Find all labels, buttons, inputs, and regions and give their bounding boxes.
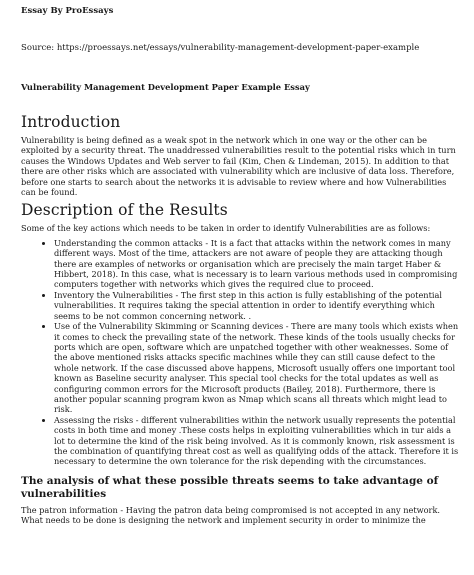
results-heading: Description of the Results xyxy=(21,201,228,220)
essay-body xyxy=(21,113,459,530)
source-line: Source: https://proessays.net/essays/vulnerability-management-development-paper-example xyxy=(21,43,420,53)
introduction-heading: Introduction xyxy=(21,113,121,131)
introduction-paragraph: Vulnerability is being defined as a weak spot in the network which in one way or the other can be exploited by a security threat. The unaddressed vulnerabilities result to the potential risks which in turn causes the Windows Updates and Web server to fail (Kim, Chen & Lindeman, 2015). In addition to that there are other risks which are associated with vulnerability which are inclusive of data loss. Therefore, before one starts to search about the networks it is advisable to review where and how Vulnerabilities can be found. xyxy=(21,135,456,198)
list-item: • Inventory the Vulnerabilities - The first step in this action is fully establishing of the potential vulnerabilities. It requires taking the special attention in order to identify everything which seems to be not common concerning network. . xyxy=(54,290,459,321)
document-title: Vulnerability Management Development Paper Example Essay xyxy=(21,82,310,92)
list-item: • Assessing the risks - different vulnerabilities within the network usually represents the potential costs in both time and money .These costs helps in exploiting vulnerabilities which in tur aids a lot to determine the kind of the risk being involved. As it is commonly known, risk assessment is the combination of quantifying threat cost as well as qualifying odds of the attack. Therefore it is necessary to determine the own tolerance for the risk depending with the circumstances. xyxy=(54,415,459,467)
results-lead: Some of the key actions which needs to be taken in order to identify Vulnerabilities are as follows: xyxy=(21,223,431,234)
results-list xyxy=(21,238,459,467)
analysis-paragraph: The patron information - Having the patron data being compromised is not accepted in any network. What needs to be done is designing the network and implement security in order to minimize the xyxy=(21,504,441,526)
list-item: • Understanding the common attacks - It is a fact that attacks within the network comes in many different ways. Most of the time, attackers are not aware of people they are attacking though there are examples of networks or organisation which are precisely the main target Haber & Hibbert, 2018). In this case, what is necessary is to learn various methods used in compromising computers together with networks which gives the required clue to proceed. xyxy=(54,238,459,290)
analysis-heading: The analysis of what these possible threats seems to take advantage of vulnerabilities xyxy=(21,474,439,500)
list-item: • Use of the Vulnerability Skimming or Scanning devices - There are many tools which exists when it comes to check the prevailing state of the network. These kinds of the tools usually checks for ports which are open, software which are unpatched together with other weaknesses. Some of the above mentioned risks attacks specific machines while they can still cause defect to the whole network. If the case discussed above happens, Microsoft usually offers one important tool known as Baseline security analyser. This special tool checks for the total updates as well as configuring common errors for the Microsoft products (Bailey, 2018). Furthermore, there is another popular scanning program kwon as Nmap which scans all threats which might lead to risk. xyxy=(54,321,459,415)
brand-name: Essay By ProEssays xyxy=(21,6,114,16)
